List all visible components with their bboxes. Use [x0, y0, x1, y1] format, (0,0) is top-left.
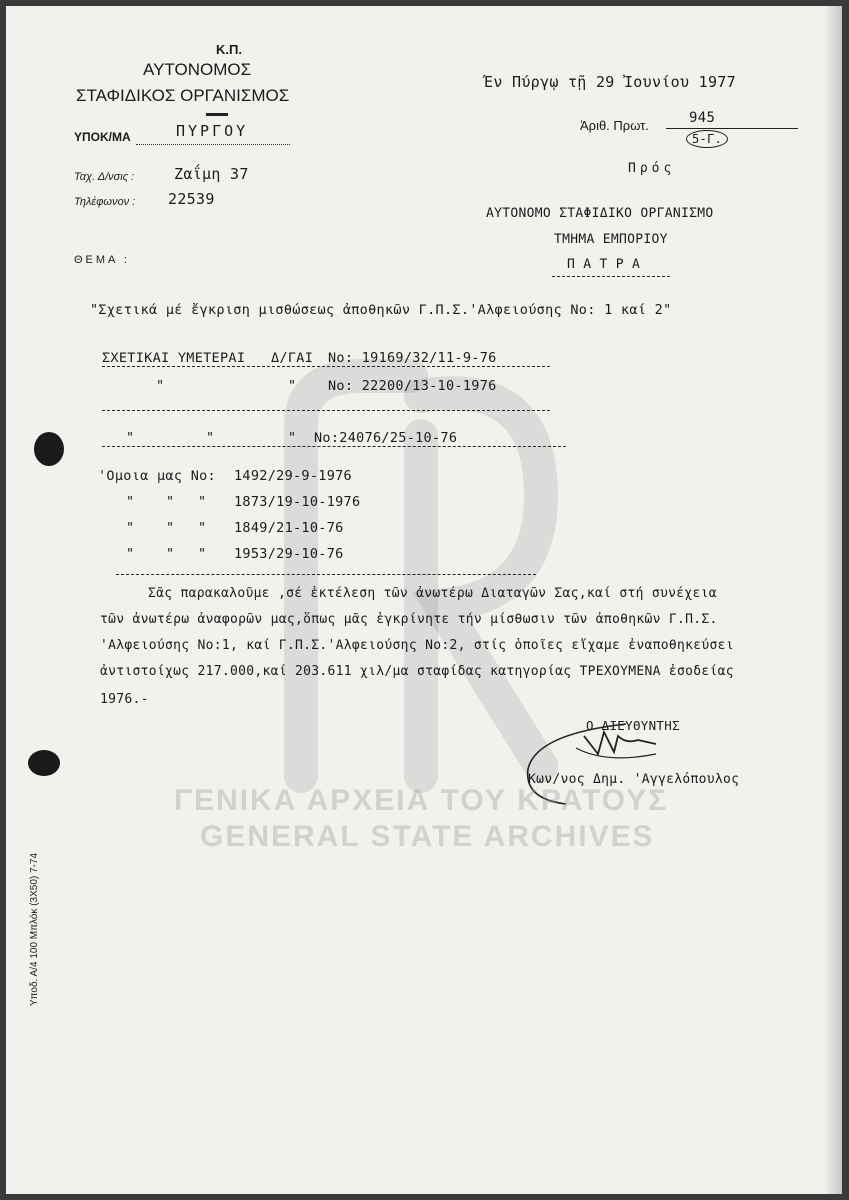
- similar-1: 1492/29-9-1976: [234, 468, 352, 484]
- signature-name: Κων/νος Δημ. 'Αγγελόπουλος: [528, 772, 740, 787]
- ref2-number: Νο: 22200/13-10-1976: [328, 378, 497, 394]
- to-label: Πρός: [628, 161, 676, 176]
- branch-dotted-line: [136, 144, 290, 145]
- letterhead-org-line2: ΣΤΑΦΙΔΙΚΟΣ ΟΡΓΑΝΙΣΜΟΣ: [76, 86, 290, 105]
- protocol-number: 945: [689, 110, 716, 126]
- recipient-line2: ΤΜΗΜΑ ΕΜΠΟΡΙΟΥ: [554, 232, 668, 247]
- letterhead-short-bar: [206, 113, 228, 116]
- ref3-ditto-2: ": [206, 430, 215, 446]
- ref2-ditto-1: ": [156, 378, 165, 394]
- side-print-note: Υποδ. Α/4 100 Μπλόκ (3Χ50) 7-74: [29, 852, 41, 1007]
- branch-label: ΥΠΟΚ/ΜΑ: [74, 130, 131, 144]
- protocol-code-stamp: 5-Γ.: [686, 130, 728, 148]
- binder-hole-bottom: [28, 750, 60, 776]
- similar-4: 1953/29-10-76: [234, 546, 344, 562]
- similar-label: 'Ομοια μας Νο:: [98, 468, 216, 484]
- similar-4-ditto-b: ": [166, 546, 175, 562]
- similar-2-ditto-b: ": [166, 494, 175, 510]
- body-line-3: 'Αλφειούσης Νο:1, καί Γ.Π.Σ.'Αλφειούσης Νο:2, στίς ὁποῖες εἴχαμε ἐναποθηκεύσει: [100, 638, 734, 653]
- recipient-underline: [552, 276, 670, 277]
- similar-4-ditto-c: ": [198, 546, 207, 562]
- recipient-line1: ΑΥΤΟΝΟΜΟ ΣΤΑΦΙΔΙΚΟ ΟΡΓΑΝΙΣΜΟ: [486, 206, 714, 221]
- letterhead-org-line1: ΑΥΤΟΝΟΜΟΣ: [143, 60, 252, 79]
- subject-text: "Σχετικά μέ ἔγκριση μισθώσεως ἀποθηκῶν Γ.Π.Σ.'Αλφειούσης Νο: 1 καί 2": [90, 302, 672, 318]
- similar-2-ditto-c: ": [198, 494, 207, 510]
- body-line-2: τῶν ἀνωτέρω ἀναφορῶν μας,ὅπως μᾶς ἐγκρίνητε τήν μίσθωσιν τῶν ἀποθηκῶν Γ.Π.Σ.: [100, 612, 718, 627]
- watermark-greek: ΓΕΝΙΚΑ ΑΡΧΕΙΑ ΤΟΥ ΚΡΑΤΟΥΣ: [174, 784, 669, 817]
- body-line-1: Σᾶς παρακαλοῦμε ,σέ ἐκτέλεση τῶν ἀνωτέρω Διαταγῶν Σας,καί στή συνέχεια: [148, 586, 717, 601]
- similar-2-ditto: ": [126, 494, 135, 510]
- binder-hole-top: [34, 432, 64, 466]
- ref2-ditto-2: ": [288, 378, 297, 394]
- postal-label: Ταχ. Δ/νσις :: [74, 171, 135, 183]
- watermark-english: GENERAL STATE ARCHIVES: [200, 820, 655, 853]
- similar-3-ditto-b: ": [166, 520, 175, 536]
- ref3-ditto-3: ": [288, 430, 297, 446]
- body-line-5: 1976.-: [100, 692, 149, 707]
- similar-3-ditto: ": [126, 520, 135, 536]
- ref3-underline: [102, 446, 566, 447]
- date-line: Έν Πύργῳ τῇ 29 Ἰουνίου 1977: [484, 73, 736, 91]
- ref1-label: ΣΧΕΤΙΚΑΙ ΥΜΕΤΕΡΑΙ: [102, 350, 246, 366]
- ref3-ditto-1: ": [126, 430, 135, 446]
- ref1-type: Δ/ΓΑΙ: [271, 350, 314, 366]
- letterhead-kp: Κ.Π.: [216, 42, 242, 57]
- similar-underline: [116, 574, 536, 575]
- signature-title: Ο ΔΙΕΥΘΥΝΤΗΣ: [586, 718, 680, 733]
- ref1-underline: [102, 366, 550, 367]
- ref3-number: Νο:24076/25-10-76: [314, 430, 458, 446]
- phone-value: 22539: [168, 190, 215, 208]
- subject-label: ΘΕΜΑ :: [74, 254, 130, 266]
- similar-3-ditto-c: ": [198, 520, 207, 536]
- ref2-separator: [102, 410, 550, 411]
- document-page: [6, 6, 842, 1194]
- protocol-underline: [666, 128, 798, 129]
- ref1-number: Νο: 19169/32/11-9-76: [328, 350, 497, 366]
- similar-3: 1849/21-10-76: [234, 520, 344, 536]
- protocol-label: Ἀριθ. Πρωτ.: [580, 118, 649, 133]
- postal-value: Ζαΐμη 37: [174, 165, 249, 183]
- recipient-line3: Π Α Τ Ρ Α: [567, 257, 641, 272]
- phone-label: Τηλέφωνον :: [74, 196, 136, 208]
- branch-value: ΠΥΡΓΟΥ: [176, 122, 249, 140]
- page-edge-shadow: [824, 6, 842, 1194]
- similar-2: 1873/19-10-1976: [234, 494, 361, 510]
- body-line-4: ἀντιστοίχως 217.000,καί 203.611 χιλ/μα σταφίδας κατηγορίας ΤΡΕΧΟΥΜΕΝΑ ἐσοδείας: [100, 664, 734, 679]
- similar-4-ditto: ": [126, 546, 135, 562]
